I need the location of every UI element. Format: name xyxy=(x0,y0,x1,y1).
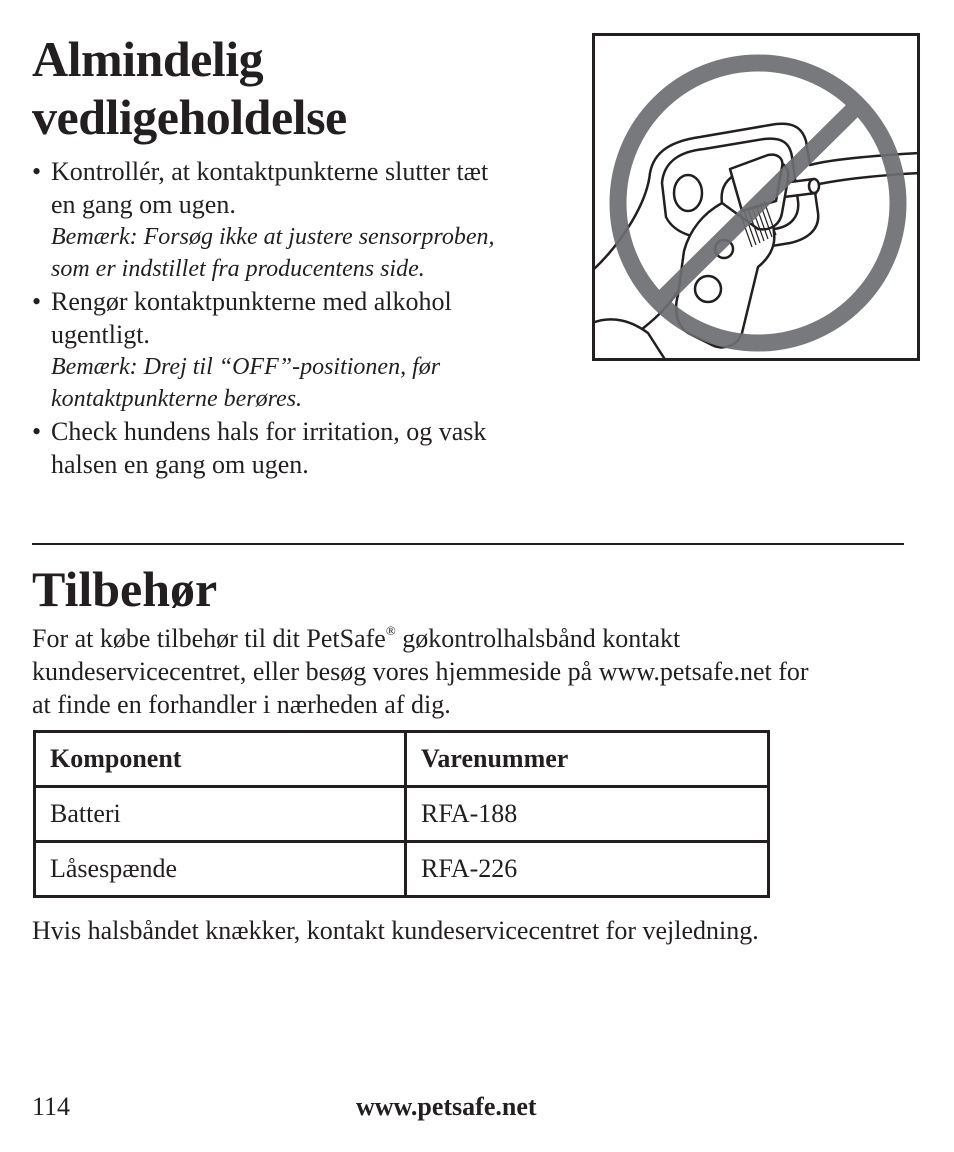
bullet-glyph: • xyxy=(32,157,42,186)
table-cell-component: Låsespænde xyxy=(35,842,406,897)
intro-text-part1: For at købe tilbehør til dit PetSafe xyxy=(32,624,386,653)
maintenance-title-line2: vedligeholdelse xyxy=(32,89,347,145)
table-cell-part-number: RFA-226 xyxy=(406,842,769,897)
accessories-table xyxy=(33,730,770,898)
bullet-note-line1: Bemærk: Forsøg ikke at justere sensorproben, xyxy=(51,224,495,250)
bullet-note-line1: Bemærk: Drej til “OFF”-positionen, før xyxy=(51,354,441,380)
maintenance-title xyxy=(32,30,572,146)
footer-website: www.petsafe.net xyxy=(356,1092,537,1121)
table-row xyxy=(35,842,769,897)
registered-mark: ® xyxy=(385,623,396,639)
intro-text-line2: kundeservicecentret, eller besøg vores hjemmeside på www.petsafe.net for xyxy=(32,657,809,686)
accessories-intro xyxy=(32,622,932,721)
bullet-text-line1: Rengør kontaktpunkterne med alkohol xyxy=(51,287,452,316)
table-cell-component: Batteri xyxy=(35,787,406,842)
accessories-title: Tilbehør xyxy=(32,561,218,617)
column-header-part-number: Varenummer xyxy=(406,732,769,787)
broken-collar-note: Hvis halsbåndet knækker, kontakt kundeservicecentret for vejledning. xyxy=(32,916,759,945)
bullet-text-line1: Kontrollér, at kontaktpunkterne slutter tæt xyxy=(51,157,489,186)
bullet-text-line2: en gang om ugen. xyxy=(51,190,236,219)
section-divider xyxy=(32,543,904,545)
bullet-item-clean-contacts xyxy=(32,285,577,415)
bullet-text-line2: ugentligt. xyxy=(51,320,150,349)
column-header-component: Komponent xyxy=(35,732,406,787)
bullet-glyph: • xyxy=(32,417,42,446)
no-adjusting-sensor-probe-icon xyxy=(592,33,920,361)
table-cell-part-number: RFA-188 xyxy=(406,787,769,842)
table-row xyxy=(35,787,769,842)
maintenance-title-line1: Almindelig xyxy=(32,31,264,87)
maintenance-bullet-list xyxy=(32,155,577,481)
bullet-note-line2: kontaktpunkterne berøres. xyxy=(51,386,303,412)
bullet-text-line2: halsen en gang om ugen. xyxy=(51,450,309,479)
intro-text-part2: gøkontrolhalsbånd kontakt xyxy=(395,624,681,653)
bullet-item-contact-check xyxy=(32,155,577,285)
page-number: 114 xyxy=(32,1092,71,1121)
bullet-item-check-neck xyxy=(32,415,577,481)
table-header-row xyxy=(35,732,769,787)
bullet-note-line2: som er indstillet fra producentens side. xyxy=(51,256,425,282)
intro-text-line3: at finde en forhandler i nærheden af dig. xyxy=(32,690,451,719)
bullet-glyph: • xyxy=(32,287,42,316)
bullet-text-line1: Check hundens hals for irritation, og vask xyxy=(51,417,487,446)
